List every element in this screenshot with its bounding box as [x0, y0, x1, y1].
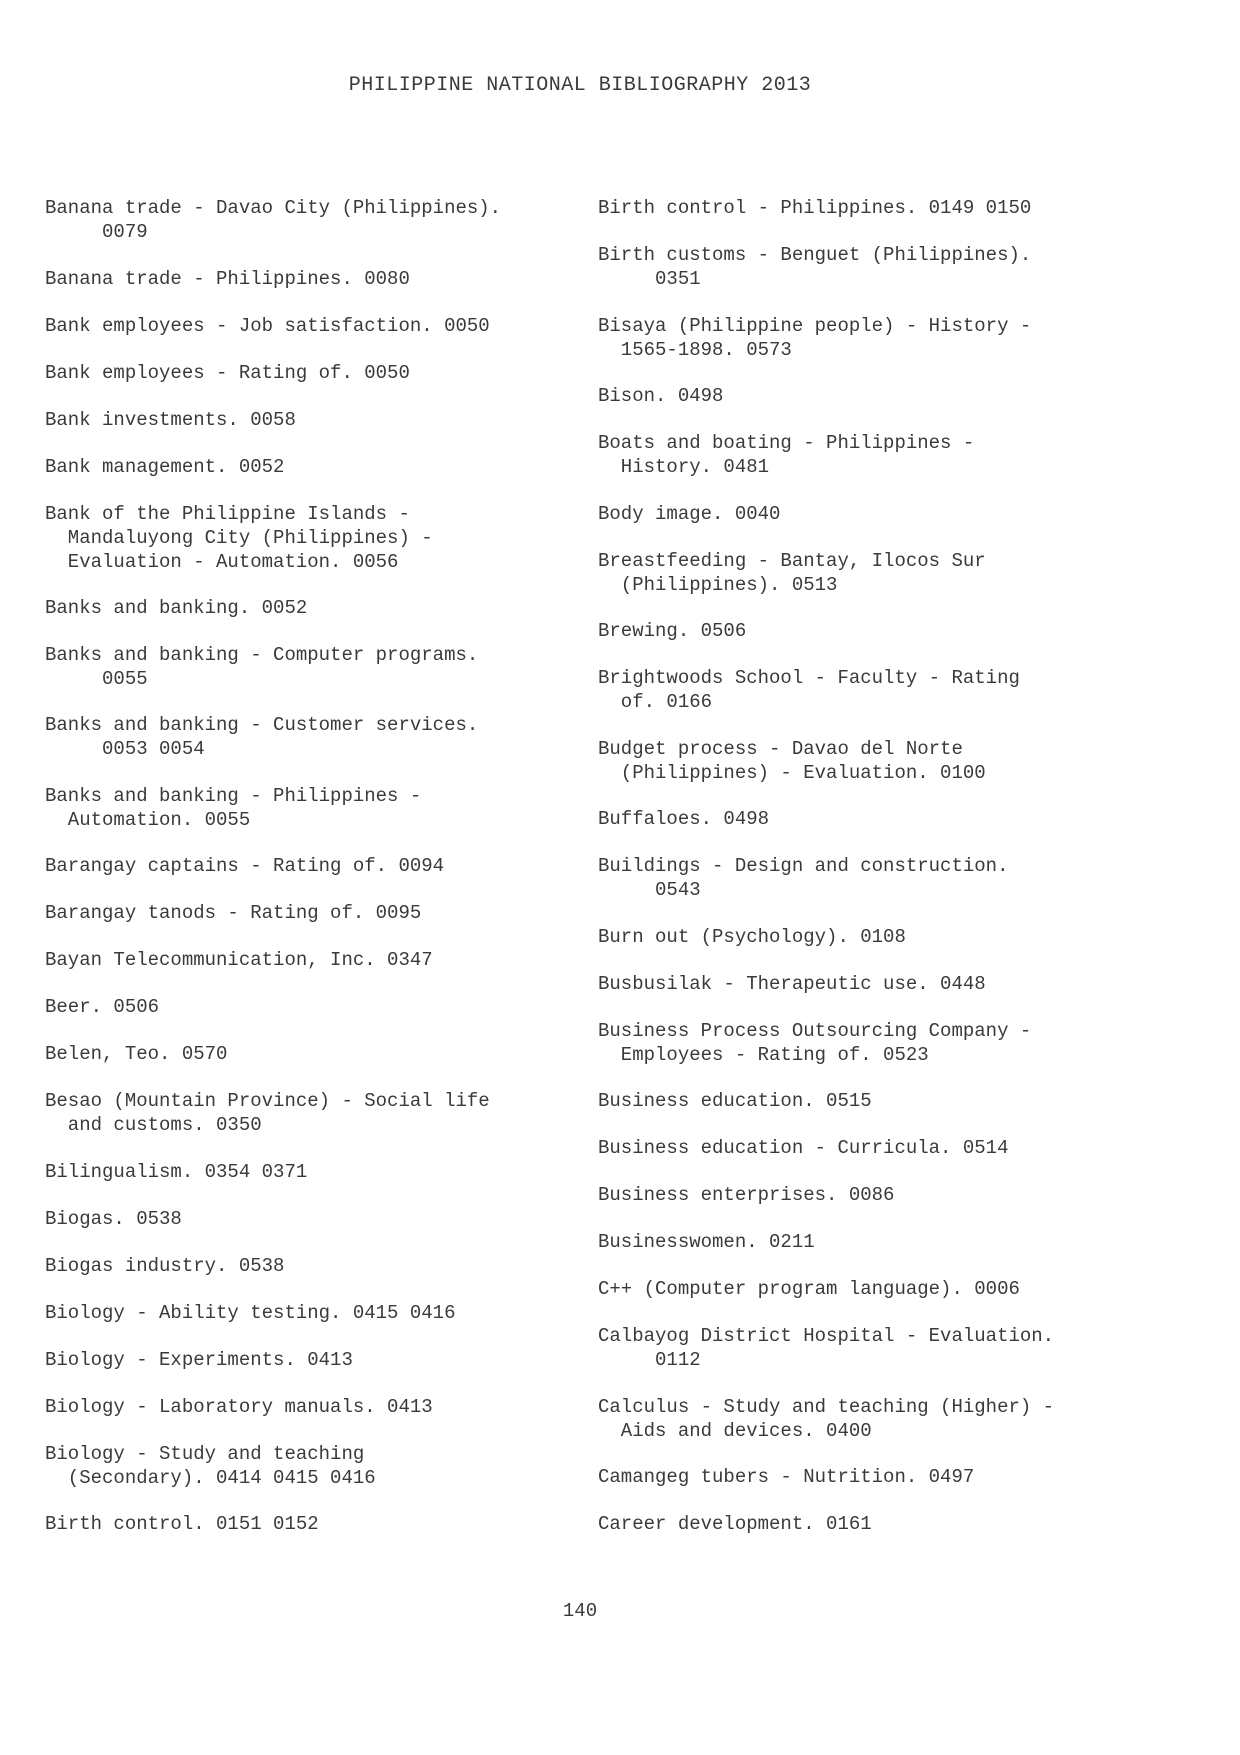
- index-entry: [45, 995, 605, 1019]
- index-entry-line: Bisaya (Philippine people) - History -: [598, 314, 1032, 337]
- index-entry-line: Barangay tanods - Rating of. 0095: [45, 902, 422, 924]
- index-entry-line: Bank employees - Rating of. 0050: [45, 361, 410, 384]
- index-entry-line: Banks and banking - Customer services.: [45, 714, 479, 736]
- index-entry: [45, 361, 605, 385]
- index-entry: [598, 807, 1158, 831]
- index-entry: [598, 384, 1158, 408]
- index-entry-line: Bank investments. 0058: [45, 408, 296, 431]
- index-entry-line: Bank of the Philippine Islands -: [45, 502, 410, 525]
- index-entry: [45, 196, 605, 244]
- index-entry-line: 0543: [598, 879, 701, 901]
- index-entry-line: Mandaluyong City (Philippines) -: [45, 526, 433, 549]
- index-entry-line: Besao (Mountain Province) - Social life: [45, 1090, 490, 1112]
- index-entry-line: Business enterprises. 0086: [598, 1184, 895, 1206]
- index-entry: [598, 243, 1158, 291]
- index-entry: [598, 1089, 1158, 1113]
- index-entry-line: 0112: [598, 1349, 701, 1371]
- index-entry-line: Barangay captains - Rating of. 0094: [45, 855, 445, 877]
- index-entry-line: Bayan Telecommunication, Inc. 0347: [45, 949, 433, 971]
- index-entry: [598, 314, 1158, 362]
- index-entry: [598, 502, 1158, 526]
- index-entry-line: History. 0481: [598, 456, 770, 478]
- index-entry: [598, 1395, 1158, 1443]
- index-entry: [45, 267, 605, 291]
- index-entry: [598, 549, 1158, 597]
- index-entry: [598, 972, 1158, 996]
- index-entry: [598, 1183, 1158, 1207]
- index-entry-line: Career development. 0161: [598, 1513, 872, 1535]
- index-entry: [45, 1395, 605, 1419]
- index-entry: [45, 1042, 605, 1066]
- index-entry: [45, 1254, 605, 1278]
- index-entry: [45, 1348, 605, 1372]
- index-entry: [45, 408, 605, 432]
- index-entry-line: Burn out (Psychology). 0108: [598, 925, 906, 948]
- index-entry: [45, 1301, 605, 1325]
- index-entry: [598, 1512, 1158, 1536]
- index-entry: [598, 619, 1158, 643]
- index-entry-line: (Philippines). 0513: [598, 573, 838, 596]
- index-entry-line: Beer. 0506: [45, 996, 160, 1018]
- index-entry-line: Bilingualism. 0354 0371: [45, 1160, 308, 1183]
- index-entry: [598, 1324, 1158, 1372]
- page-title: PHILIPPINE NATIONAL BIBLIOGRAPHY 2013: [348, 74, 812, 97]
- index-entry: [45, 1512, 605, 1536]
- index-entry: [45, 713, 605, 761]
- index-entry-line: 1565-1898. 0573: [598, 338, 792, 361]
- index-entry-line: 0079: [45, 221, 148, 243]
- index-entry: [598, 1019, 1158, 1067]
- index-entry-line: Biology - Ability testing. 0415 0416: [45, 1301, 456, 1324]
- index-entry-line: 0053 0054: [45, 738, 205, 760]
- index-entry-line: Evaluation - Automation. 0056: [45, 550, 399, 573]
- index-entry-line: Biology - Study and teaching: [45, 1442, 365, 1465]
- index-entry-line: Brightwoods School - Faculty - Rating: [598, 667, 1020, 689]
- index-entry: [45, 643, 605, 691]
- index-entry-line: Buffaloes. 0498: [598, 808, 770, 830]
- index-entry-line: Birth control. 0151 0152: [45, 1513, 319, 1535]
- index-entry-line: Belen, Teo. 0570: [45, 1043, 228, 1065]
- index-entry: [598, 1136, 1158, 1160]
- index-entry: [598, 737, 1158, 785]
- index-entry-line: 0055: [45, 667, 148, 690]
- index-entry-line: Biogas industry. 0538: [45, 1254, 285, 1277]
- index-entry: [598, 1465, 1158, 1489]
- index-entry-line: Boats and boating - Philippines -: [598, 432, 975, 454]
- index-entry-line: Breastfeeding - Bantay, Ilocos Sur: [598, 549, 986, 572]
- index-entry: [598, 666, 1158, 714]
- index-entry: [45, 314, 605, 338]
- index-entry-line: Calculus - Study and teaching (Higher) -: [598, 1395, 1055, 1418]
- index-entry: [598, 1230, 1158, 1254]
- index-entry-line: Banks and banking. 0052: [45, 596, 308, 619]
- index-entry-line: and customs. 0350: [45, 1114, 262, 1136]
- page-number: 140: [562, 1600, 598, 1622]
- index-entry-line: Birth control - Philippines. 0149 0150: [598, 197, 1032, 219]
- index-entry-line: Biology - Experiments. 0413: [45, 1348, 353, 1371]
- index-entry-line: Employees - Rating of. 0523: [598, 1043, 929, 1066]
- index-entry-line: Calbayog District Hospital - Evaluation.: [598, 1325, 1055, 1347]
- index-entry-line: Banks and banking - Philippines -: [45, 784, 422, 807]
- index-entry-line: Aids and devices. 0400: [598, 1419, 872, 1442]
- index-entry-line: Automation. 0055: [45, 808, 251, 831]
- index-entry-line: Business education - Curricula. 0514: [598, 1137, 1009, 1159]
- index-entry-line: Banks and banking - Computer programs.: [45, 643, 479, 666]
- index-entry-line: C++ (Computer program language). 0006: [598, 1278, 1020, 1300]
- index-entry: [598, 925, 1158, 949]
- index-entry-line: (Secondary). 0414 0415 0416: [45, 1466, 376, 1489]
- index-entry-line: 0351: [598, 268, 701, 290]
- index-entry: [45, 1160, 605, 1184]
- index-entry: [45, 1442, 605, 1490]
- index-entry-line: Biogas. 0538: [45, 1207, 182, 1230]
- index-entry: [45, 854, 605, 878]
- index-entry: [598, 431, 1158, 479]
- index-entry-line: Body image. 0040: [598, 502, 781, 525]
- index-entry-line: Business Process Outsourcing Company -: [598, 1019, 1032, 1042]
- index-entry: [598, 196, 1158, 220]
- index-entry: [45, 1089, 605, 1137]
- index-entry-line: Banana trade - Davao City (Philippines).: [45, 197, 502, 219]
- index-entry: [45, 455, 605, 479]
- index-entry: [45, 948, 605, 972]
- index-entry-line: Banana trade - Philippines. 0080: [45, 267, 410, 290]
- index-entry: [598, 1277, 1158, 1301]
- index-entry: [45, 901, 605, 925]
- index-entry-line: Budget process - Davao del Norte: [598, 737, 963, 760]
- index-entry-line: Biology - Laboratory manuals. 0413: [45, 1395, 433, 1418]
- index-entry-line: Bank management. 0052: [45, 455, 285, 478]
- index-entry-line: Busbusilak - Therapeutic use. 0448: [598, 972, 986, 995]
- index-entry-line: Business education. 0515: [598, 1090, 872, 1112]
- index-entry: [45, 1207, 605, 1231]
- index-entry-line: Bison. 0498: [598, 385, 724, 407]
- index-entry-line: Brewing. 0506: [598, 620, 747, 642]
- index-entry-line: Businesswomen. 0211: [598, 1231, 815, 1253]
- index-entry-line: Camangeg tubers - Nutrition. 0497: [598, 1466, 975, 1488]
- index-entry: [45, 784, 605, 832]
- index-entry: [598, 854, 1158, 902]
- index-entry-line: Bank employees - Job satisfaction. 0050: [45, 314, 490, 337]
- index-entry: [45, 502, 605, 574]
- index-entry-line: of. 0166: [598, 691, 713, 713]
- index-entry: [45, 596, 605, 620]
- index-entry-line: Buildings - Design and construction.: [598, 855, 1009, 877]
- index-entry-line: Birth customs - Benguet (Philippines).: [598, 244, 1032, 266]
- index-entry-line: (Philippines) - Evaluation. 0100: [598, 761, 986, 784]
